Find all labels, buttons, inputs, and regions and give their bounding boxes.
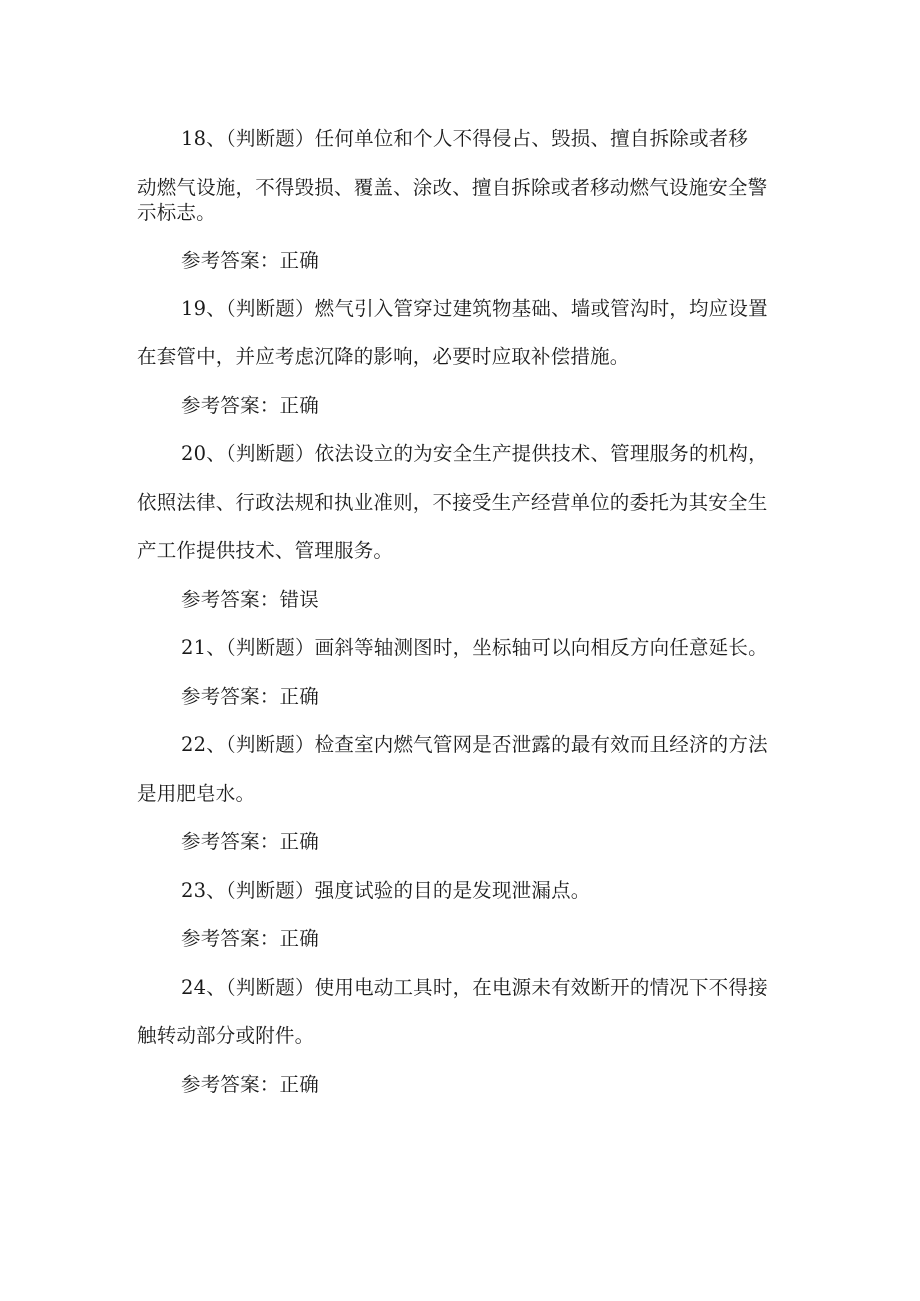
answer-22: 参考答案：正确 xyxy=(181,830,319,853)
question-22-line-1: 22、（判断题）检查室内燃气管网是否泄露的最有效而且经济的方法 xyxy=(181,733,768,756)
question-21-line-1: 21、（判断题）画斜等轴测图时，坐标轴可以向相反方向任意延长。 xyxy=(181,636,768,659)
answer-19: 参考答案：正确 xyxy=(181,394,319,417)
question-18-line-3: 示标志。 xyxy=(137,201,216,224)
answer-20: 参考答案：错误 xyxy=(181,588,319,611)
question-24-line-2: 触转动部分或附件。 xyxy=(137,1024,315,1047)
question-23-line-1: 23、（判断题）强度试验的目的是发现泄漏点。 xyxy=(181,879,591,902)
question-22-line-2: 是用肥皂水。 xyxy=(137,782,256,805)
question-20-line-1: 20、（判断题）依法设立的为安全生产提供技术、管理服务的机构， xyxy=(181,442,768,465)
question-20-line-2: 依照法律、行政法规和执业准则，不接受生产经营单位的委托为其安全生 xyxy=(137,491,768,514)
question-20-line-3: 产工作提供技术、管理服务。 xyxy=(137,539,394,562)
question-18-line-1: 18、（判断题）任何单位和个人不得侵占、毁损、擅自拆除或者移 xyxy=(181,127,749,150)
answer-23: 参考答案：正确 xyxy=(181,927,319,950)
question-24-line-1: 24、（判断题）使用电动工具时，在电源未有效断开的情况下不得接 xyxy=(181,976,768,999)
answer-24: 参考答案：正确 xyxy=(181,1073,319,1096)
answer-21: 参考答案：正确 xyxy=(181,685,319,708)
question-18-line-2: 动燃气设施，不得毁损、覆盖、涂改、擅自拆除或者移动燃气设施安全警 xyxy=(137,176,768,199)
answer-18: 参考答案：正确 xyxy=(181,249,319,272)
question-19-line-1: 19、（判断题）燃气引入管穿过建筑物基础、墙或管沟时，均应设置 xyxy=(181,297,768,320)
question-19-line-2: 在套管中，并应考虑沉降的影响，必要时应取补偿措施。 xyxy=(137,345,630,368)
